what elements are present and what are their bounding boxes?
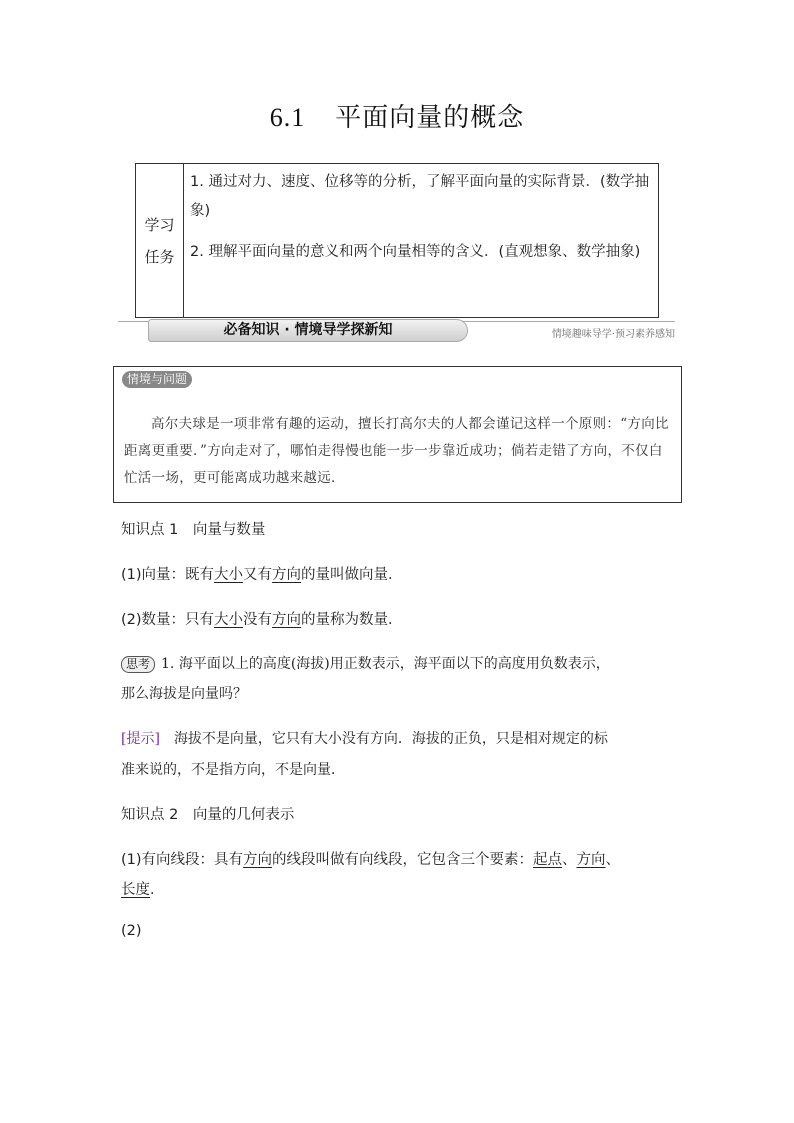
section-title: 平面向量的概念 — [335, 103, 525, 133]
think-question-cont: 那么海拔是向量吗？ — [121, 686, 247, 702]
directed-segment-definition: (1)有向线段：具有方向的线段叫做有向线段，它包含三个要素：起点、方向、 — [121, 852, 621, 868]
section-number: 6.1 — [269, 103, 306, 132]
list-item-2: (2) — [121, 923, 142, 939]
learning-tasks-table — [135, 163, 659, 318]
knowledge-point-2-heading: 知识点 2 向量的几何表示 — [121, 807, 295, 823]
hint-answer: [提示] 海拔不是向量，它只有大小没有方向．海拔的正负，只是相对规定的标 — [121, 731, 608, 747]
scenario-tag: 情境与问题 — [122, 371, 192, 388]
page-title — [0, 97, 794, 134]
banner-subtitle: 情境趣味导学·预习素养感知 — [551, 329, 675, 340]
directed-segment-definition-cont: 长度． — [121, 882, 165, 898]
learning-tasks-list — [190, 168, 652, 279]
banner-label: 必备知识 · 情境导学探新知 — [148, 319, 468, 342]
scenario-box — [113, 366, 682, 503]
scenario-text: 高尔夫球是一项非常有趣的运动，擅长打高尔夫的人都会谨记这样一个原则：“方向比距离更重要．”方向走对了，哪怕走得慢也能一步一步靠近成功；倘若走错了方向，不仅白忙活一场，更可能离成功越来越远． — [124, 416, 669, 486]
knowledge-point-1-heading: 知识点 1 向量与数量 — [121, 522, 266, 538]
section-banner — [118, 319, 675, 343]
think-tag: 思考 — [121, 656, 155, 673]
learning-task-item: 1. 通过对力、速度、位移等的分析，了解平面向量的实际背景．(数学抽象) — [190, 174, 650, 219]
hint-tag: [提示] — [121, 731, 160, 747]
vector-definition: (1)向量：既有大小又有方向的量叫做向量． — [121, 567, 403, 583]
think-question: 思考 1. 海平面以上的高度(海拔)用正数表示，海平面以下的高度用负数表示， — [121, 653, 610, 673]
learning-task-item: 2. 理解平面向量的意义和两个向量相等的含义．(直观想象、数学抽象) — [190, 244, 641, 260]
scalar-definition: (2)数量：只有大小没有方向的量称为数量． — [121, 612, 403, 628]
learning-tasks-header: 学习任务 — [136, 164, 184, 317]
hint-answer-cont: 准来说的，不是指方向，不是向量． — [121, 762, 345, 778]
